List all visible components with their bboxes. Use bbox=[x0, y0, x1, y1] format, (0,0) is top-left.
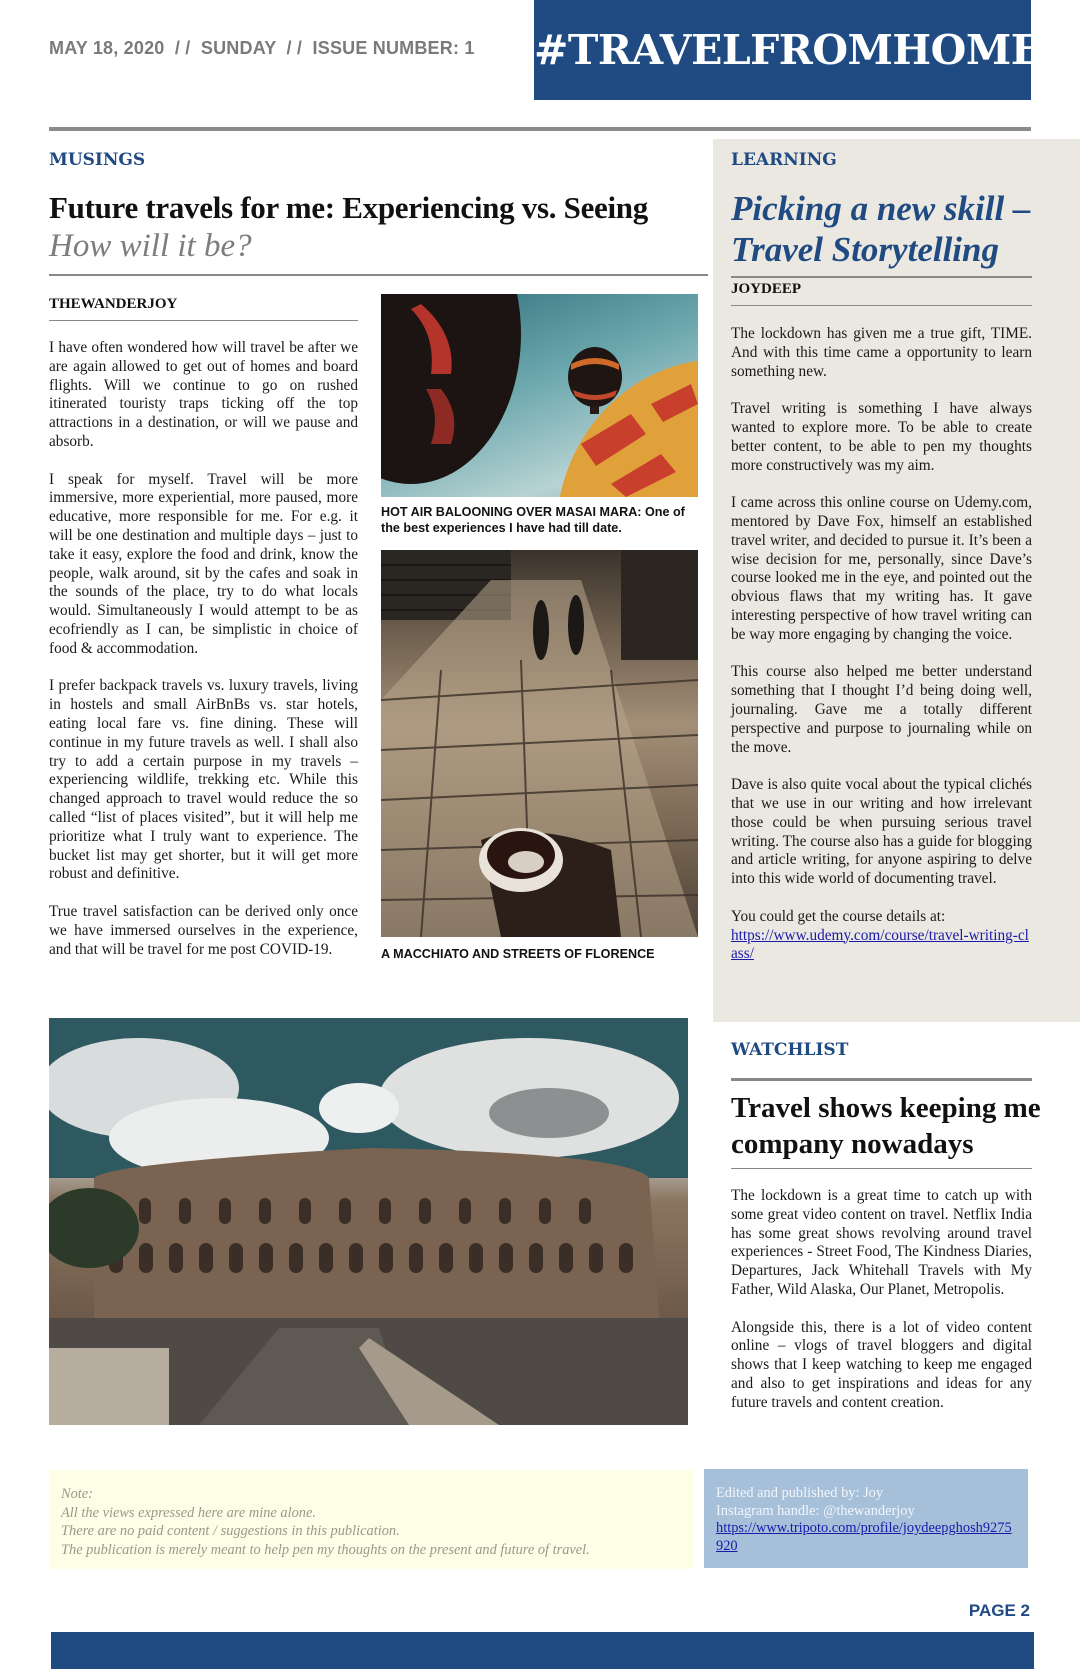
hot-air-balloon-illustration bbox=[381, 294, 698, 497]
bottom-bar bbox=[51, 1632, 1034, 1669]
musings-article-title: Future travels for me: Experiencing vs. Seeing bbox=[49, 190, 648, 225]
musings-section-label: MUSINGS bbox=[49, 150, 146, 170]
florence-street-illustration bbox=[381, 550, 698, 937]
note-line: All the views expressed here are mine alone. bbox=[61, 1504, 316, 1521]
issue-date-line: MAY 18, 2020 / / SUNDAY / / ISSUE NUMBER: 1 bbox=[49, 38, 475, 58]
musings-paragraph: I have often wondered how will travel be after we are again allowed to get out of homes and board flights. Will we continue to go on rushed itinerated touristy traps ticking off the top attractions in a destination, or will we pause and absorb. bbox=[49, 339, 358, 450]
tripoto-profile-link[interactable]: https://www.tripoto.com/profile/joydeepghosh9275920 bbox=[716, 1520, 1012, 1554]
learning-divider bbox=[731, 276, 1032, 278]
note-line: There are no paid content / suggestions in this publication. bbox=[61, 1523, 400, 1540]
balloon-photo-caption: HOT AIR BALOONING OVER MASAI MARA: One of the best experiences I have had till date. bbox=[381, 505, 685, 535]
watchlist-divider bbox=[731, 1078, 1032, 1081]
musings-divider bbox=[49, 274, 708, 276]
page-number: PAGE 2 bbox=[968, 1601, 1030, 1620]
colosseum-illustration bbox=[49, 1018, 688, 1425]
learning-article-body bbox=[731, 325, 1032, 964]
learning-section-label: LEARNING bbox=[731, 150, 837, 170]
musings-paragraph: True travel satisfaction can be derived only once we have immersed ourselves in the experience, and that will be travel for me post COVID-19. bbox=[49, 902, 358, 958]
disclaimer-note bbox=[49, 1470, 693, 1569]
hot-air-balloon-photo bbox=[381, 294, 698, 497]
learning-paragraph: I came across this online course on Udemy.com, mentored by Dave Fox, himself an established travel writer, and decided to pursue it. It’s been a wise decision for me, personally, since Dave’s course looked me in the eye, and pointed out the obvious flaws that my writing has. It gave interesting perspective of how travel writing can be way more engaging by changing the voice. bbox=[731, 494, 1032, 643]
florence-street-coffee-photo bbox=[381, 550, 698, 937]
note-line: The publication is merely meant to help pen my thoughts on the present and future of travel. bbox=[61, 1542, 590, 1559]
watchlist-article-body bbox=[731, 1187, 1032, 1431]
musings-paragraph: I speak for myself. Travel will be more immersive, more experiential, more paused, more educative, more responsible for me. For e.g. it will be one destination and multiple days – just to take it easy, explore the food and drink, know the people, walk around, sit by the cafes and soak in the sounds of the place, try to do what locals would. Simultaneously I would attempt to be as ecofriendly as I can, be simplistic in choice of food & accommodation. bbox=[49, 470, 358, 657]
note-line: Note: bbox=[61, 1486, 93, 1502]
musings-paragraph: I prefer backpack travels vs. luxury travels, living in hostels and small AirBnBs vs. star hotels, eating local fare vs. fine dining. These will continue in my future travels as well. I shall also try to add a certain purpose in my travels – experiencing wildlife, trekking etc. While this changed approach to travel would reduce the so called “list of places visited”, but it will help me prioritize what I truly want to experience. The bucket list may get shorter, but it will get more robust and definitive. bbox=[49, 677, 358, 883]
colosseum-photo bbox=[49, 1018, 688, 1425]
learning-author: JOYDEEP bbox=[731, 281, 802, 297]
musings-article-body bbox=[49, 339, 358, 978]
learning-paragraph: This course also helped me better understand something that I thought I’d being doing well, journaling. Gave me a totally different perspective and purpose to journaling while on the move. bbox=[731, 663, 1032, 756]
watchlist-article-title: Travel shows keeping me company nowadays bbox=[731, 1092, 1041, 1160]
musings-author-divider bbox=[49, 320, 358, 321]
editor-credit: Edited and published by: Joy bbox=[716, 1485, 884, 1501]
publication-title: #TRAVELFROMHOME bbox=[534, 0, 1031, 100]
instagram-handle: Instagram handle: @thewanderjoy bbox=[716, 1502, 915, 1519]
learning-article-title: Picking a new skill – Travel Storytelling bbox=[731, 189, 1031, 269]
watchlist-paragraph: Alongside this, there is a lot of video content online – vlogs of travel bloggers and digital shows that I keep watching to keep me engaged and also to get inspirations and ideas for any future travels and content creation. bbox=[731, 1318, 1032, 1411]
learning-paragraph: The lockdown has given me a true gift, TIME. And with this time came a opportunity to learn something new. bbox=[731, 325, 1032, 380]
udemy-course-link[interactable]: https://www.udemy.com/course/travel-writing-class/ bbox=[731, 926, 1029, 963]
course-details bbox=[731, 908, 1032, 964]
publisher-credits bbox=[704, 1469, 1028, 1568]
musings-author: THEWANDERJOY bbox=[49, 296, 178, 312]
watchlist-title-divider bbox=[731, 1168, 1032, 1169]
musings-article-subtitle: How will it be? bbox=[49, 228, 252, 264]
learning-paragraph: Travel writing is something I have always wanted to explore more. To be able to create better content, to be able to pen my thoughts more constructively was my aim. bbox=[731, 400, 1032, 474]
learning-paragraph: Dave is also quite vocal about the typical clichés that we use in our writing and how irrelevant those could be when pursuing serious travel writing. The course also has a guide for blogging and article writing, for anyone aspiring to delve into this wide world of documenting travel. bbox=[731, 776, 1032, 888]
watchlist-section-label: WATCHLIST bbox=[731, 1040, 849, 1060]
florence-photo-caption: A MACCHIATO AND STREETS OF FLORENCE bbox=[381, 947, 655, 961]
top-divider bbox=[49, 127, 1031, 131]
watchlist-paragraph: The lockdown is a great time to catch up with some great video content on travel. Netflix India has some great shows revolving around travel experiences - Street Food, The Kindness Diaries, Departures, Jack Whitehall Travels with My Father, Wild Alaska, Our Planet, Metropolis. bbox=[731, 1187, 1032, 1298]
course-intro: You could get the course details at: bbox=[731, 907, 946, 925]
learning-author-divider bbox=[731, 305, 1032, 306]
